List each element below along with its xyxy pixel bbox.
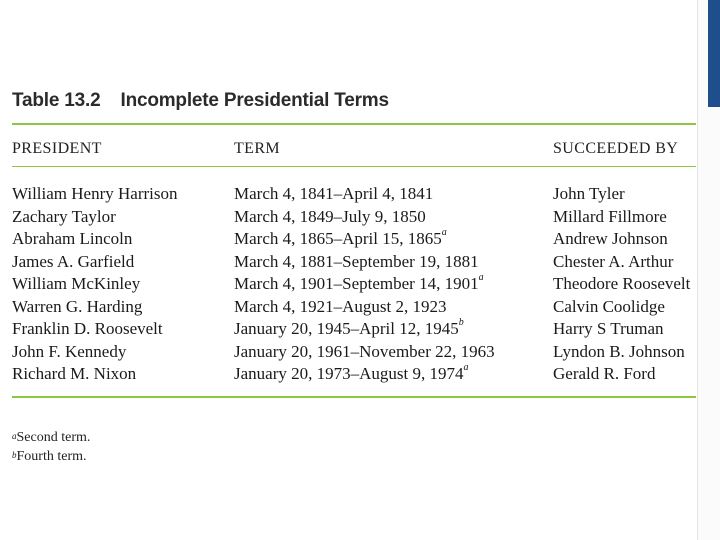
president-cell: Zachary Taylor xyxy=(12,206,116,226)
footnotes xyxy=(12,428,90,466)
footnote-text: Second term. xyxy=(16,430,91,445)
term-cell xyxy=(234,229,447,249)
president-cell: Richard M. Nixon xyxy=(12,364,137,383)
president-cell: William Henry Harrison xyxy=(12,184,178,203)
president-cell: Franklin D. Roosevelt xyxy=(12,319,163,338)
term-text: March 4, 1901–September 14, 1901 xyxy=(234,274,479,293)
term-text: March 4, 1881–September 19, 1881 xyxy=(234,251,479,271)
term-cell xyxy=(234,184,433,204)
column-header-term: TERM xyxy=(234,140,281,157)
table-row xyxy=(0,207,700,229)
table-caption: Incomplete Presidential Terms xyxy=(120,90,389,111)
term-cell xyxy=(234,364,468,384)
table-row xyxy=(0,229,700,251)
president-cell: Warren G. Harding xyxy=(12,296,143,316)
accent-bar xyxy=(708,0,720,107)
table-row xyxy=(0,274,700,296)
bottom-rule xyxy=(12,396,696,398)
successor-cell: Chester A. Arthur xyxy=(553,251,674,271)
term-text: March 4, 1865–April 15, 1865 xyxy=(234,229,442,248)
table-number: Table 13.2 xyxy=(12,90,101,111)
term-text: March 4, 1841–April 4, 1841 xyxy=(234,184,434,203)
successor-cell: Calvin Coolidge xyxy=(553,296,665,316)
term-text: January 20, 1961–November 22, 1963 xyxy=(234,341,495,361)
table-row xyxy=(0,252,700,274)
successor-cell: Harry S Truman xyxy=(553,319,664,338)
term-cell xyxy=(234,274,484,294)
table-row xyxy=(0,342,700,364)
successor-cell: Millard Fillmore xyxy=(553,206,667,226)
successor-cell: Theodore Roosevelt xyxy=(553,274,691,293)
term-footnote-mark: a xyxy=(478,272,484,283)
term-cell xyxy=(234,319,464,339)
president-cell: Abraham Lincoln xyxy=(12,229,133,248)
top-rule xyxy=(12,123,696,125)
table-row xyxy=(0,364,700,386)
successor-cell: Gerald R. Ford xyxy=(553,364,656,383)
term-cell xyxy=(234,297,446,317)
footnote-mark: a xyxy=(12,431,17,441)
term-cell xyxy=(234,207,426,227)
term-footnote-mark: a xyxy=(463,362,469,373)
term-text: March 4, 1849–July 9, 1850 xyxy=(234,206,426,226)
term-text: January 20, 1973–August 9, 1974 xyxy=(234,364,464,383)
successor-cell: John Tyler xyxy=(553,184,625,203)
header-rule xyxy=(12,166,696,167)
successor-cell: Lyndon B. Johnson xyxy=(553,341,685,361)
column-header-president: PRESIDENT xyxy=(12,140,102,157)
column-header-succeeded-by: SUCCEEDED BY xyxy=(553,140,679,157)
footnote-b xyxy=(12,447,90,466)
footnote-text: Fourth term. xyxy=(16,449,87,464)
president-cell: John F. Kennedy xyxy=(12,341,127,361)
term-cell xyxy=(234,342,495,362)
table-row xyxy=(0,319,700,341)
term-text: March 4, 1921–August 2, 1923 xyxy=(234,296,447,316)
president-cell: William McKinley xyxy=(12,274,141,293)
footnote-mark: b xyxy=(12,450,17,460)
term-cell xyxy=(234,252,479,272)
president-cell: James A. Garfield xyxy=(12,251,135,271)
footnote-a xyxy=(12,428,90,447)
table-title xyxy=(12,90,389,112)
term-text: January 20, 1945–April 12, 1945 xyxy=(234,319,459,338)
table-row xyxy=(0,184,700,206)
term-footnote-mark: a xyxy=(441,227,447,238)
table-row xyxy=(0,297,700,319)
successor-cell: Andrew Johnson xyxy=(553,229,668,248)
term-footnote-mark: b xyxy=(458,317,464,328)
